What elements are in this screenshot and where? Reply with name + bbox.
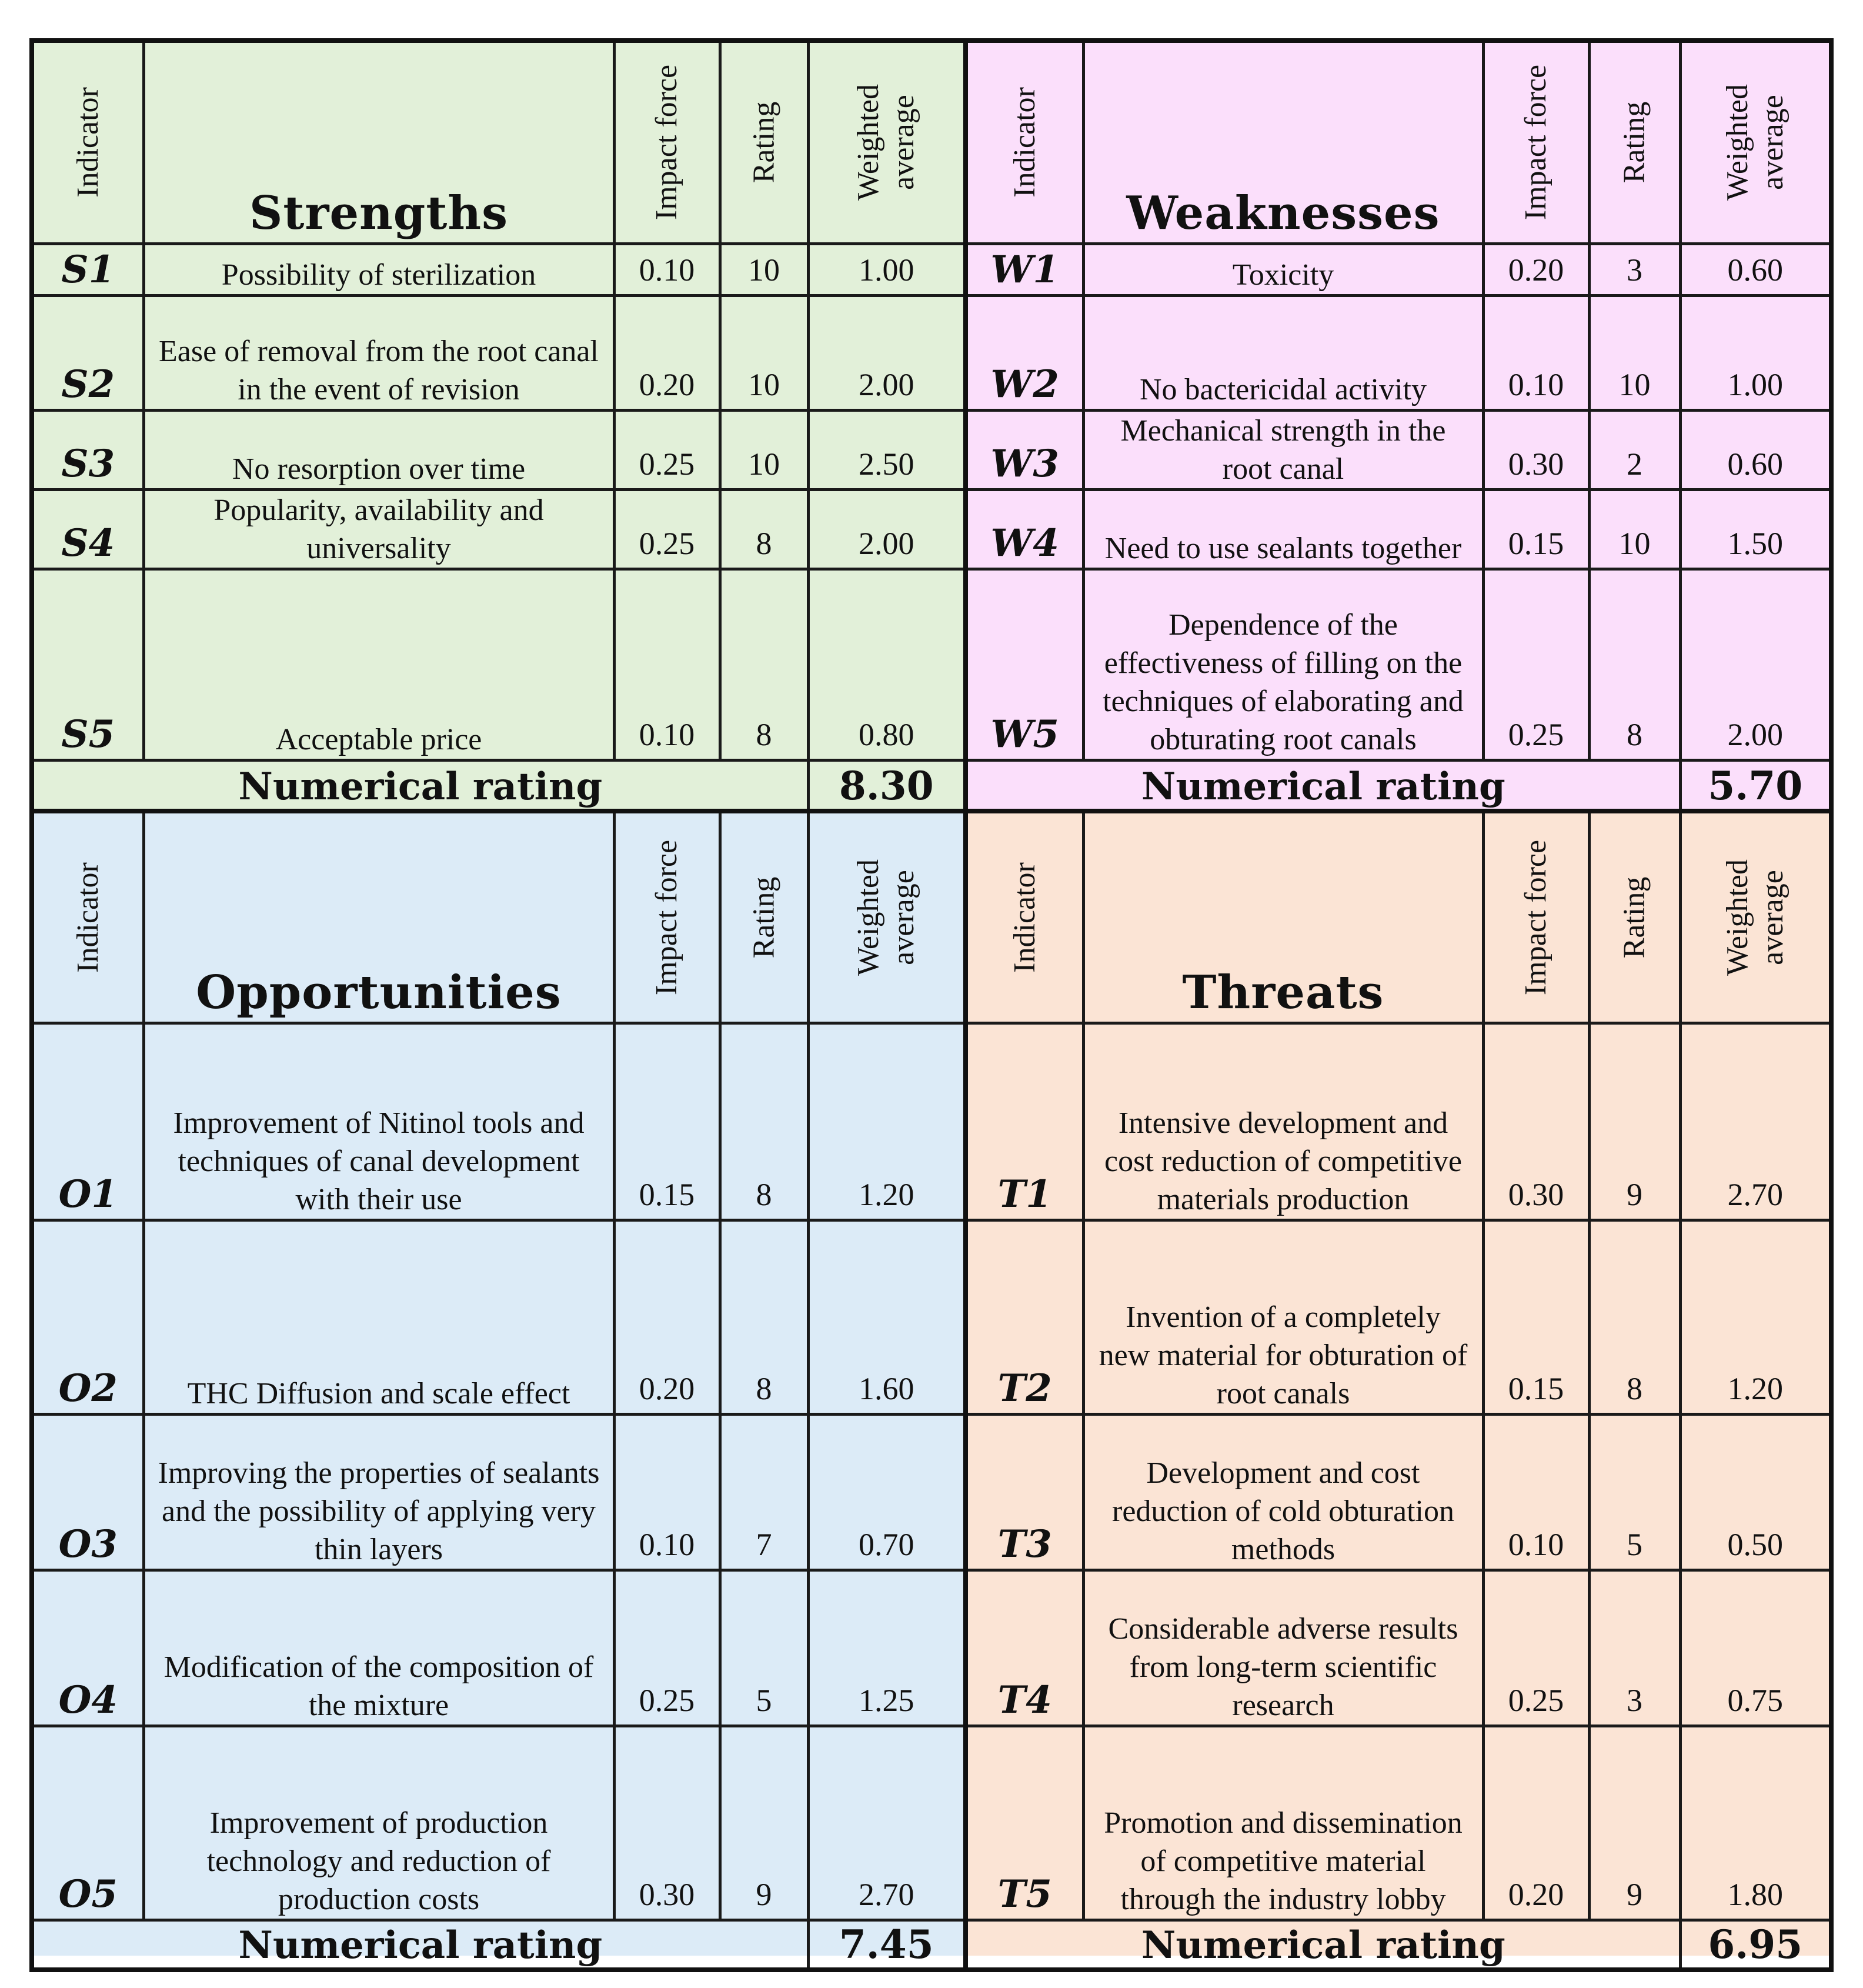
impact-force-header: Impact force (1519, 839, 1553, 995)
weighted-average-header: Weighted average (852, 859, 921, 976)
indicator-code: S2 (61, 362, 115, 406)
indicator-description: Improving the properties of sealants and the possibility of applying very thin layers (158, 1456, 600, 1566)
numerical-rating-label: Numerical rating (1141, 1923, 1505, 1967)
impact-force-value: 0.15 (639, 1176, 695, 1212)
indicator-header: Indicator (71, 87, 105, 198)
weighted-average-value: 1.60 (859, 1370, 914, 1406)
numerical-rating-label: Numerical rating (238, 1923, 603, 1967)
table-row (32, 1220, 966, 1414)
table-row (966, 1726, 1831, 1920)
table-row (966, 569, 1831, 760)
rating-value: 8 (756, 1176, 772, 1212)
rating-value: 8 (1627, 1370, 1642, 1406)
threats-total: 6.95 (1708, 1921, 1803, 1967)
opportunities-header-row (32, 811, 966, 1023)
impact-force-value: 0.30 (1508, 1176, 1564, 1212)
table-row (32, 1570, 966, 1726)
weaknesses-header-row (966, 41, 1831, 244)
table-row (966, 244, 1831, 295)
rating-value: 8 (756, 1370, 772, 1406)
indicator-code: O2 (58, 1366, 118, 1410)
indicator-code: T2 (997, 1366, 1052, 1410)
table-row (966, 489, 1831, 569)
strengths-total: 8.30 (839, 763, 934, 809)
indicator-description: Development and cost reduction of cold obturation methods (1112, 1456, 1454, 1566)
indicator-code: T4 (997, 1677, 1052, 1722)
rating-value: 10 (748, 252, 780, 288)
rating-value: 8 (756, 525, 772, 561)
threats-title: Threats (1182, 965, 1384, 1019)
rating-value: 10 (748, 366, 780, 402)
indicator-description: Possibility of sterilization (221, 258, 536, 292)
table-row (966, 295, 1831, 410)
weighted-average-value: 2.00 (859, 366, 914, 402)
rating-value: 8 (1627, 716, 1642, 752)
rating-header: Rating (746, 876, 780, 959)
rating-value: 10 (1618, 525, 1651, 561)
table-row (966, 1220, 1831, 1414)
impact-force-value: 0.10 (1508, 366, 1564, 402)
rating-value: 7 (756, 1526, 772, 1562)
indicator-description: Toxicity (1232, 258, 1334, 292)
impact-force-value: 0.10 (1508, 1526, 1564, 1562)
indicator-description: Invention of a completely new material for obturation of root canals (1099, 1300, 1468, 1410)
indicator-code: W2 (990, 362, 1059, 406)
weighted-average-value: 1.20 (1727, 1370, 1783, 1406)
indicator-code: W5 (990, 712, 1059, 756)
indicator-code: O5 (58, 1872, 118, 1916)
indicator-description: Intensive development and cost reduction of competitive materials production (1104, 1106, 1462, 1216)
rating-value: 3 (1627, 1682, 1642, 1718)
rating-header: Rating (1617, 876, 1651, 959)
indicator-header: Indicator (1007, 862, 1041, 973)
impact-force-value: 0.15 (1508, 1370, 1564, 1406)
indicator-description: Need to use sealants together (1104, 531, 1462, 565)
impact-force-value: 0.25 (639, 525, 695, 561)
weighted-average-header: Weighted average (1720, 859, 1789, 976)
table-row (32, 244, 966, 295)
indicator-code: T3 (997, 1522, 1052, 1566)
rating-value: 10 (1618, 366, 1651, 402)
impact-force-value: 0.20 (639, 366, 695, 402)
indicator-description: No resorption over time (232, 452, 526, 486)
table-row (32, 295, 966, 410)
weighted-average-value: 0.70 (859, 1526, 914, 1562)
strengths-table (29, 38, 968, 813)
table-row (32, 1414, 966, 1570)
weighted-average-value: 0.60 (1727, 252, 1783, 288)
indicator-description: No bactericidal activity (1139, 372, 1427, 406)
indicator-code: S5 (61, 712, 115, 756)
indicator-header: Indicator (1007, 87, 1041, 198)
indicator-code: S1 (61, 247, 115, 292)
weighted-average-value: 2.70 (859, 1876, 914, 1912)
threats-table (963, 809, 1834, 1972)
indicator-code: S3 (61, 441, 115, 486)
rating-value: 9 (756, 1876, 772, 1912)
indicator-code: W4 (990, 521, 1059, 565)
weighted-average-value: 0.75 (1727, 1682, 1783, 1718)
rating-value: 10 (748, 446, 780, 482)
impact-force-value: 0.25 (1508, 716, 1564, 752)
indicator-code: O3 (58, 1522, 118, 1566)
indicator-description: Promotion and dissemination of competitive material through the industry lobby (1104, 1806, 1463, 1916)
indicator-description: Considerable adverse results from long-term scientific research (1108, 1612, 1458, 1722)
indicator-code: T5 (997, 1872, 1052, 1916)
swot-matrix (29, 38, 1829, 1967)
rating-value: 9 (1627, 1876, 1642, 1912)
weaknesses-quadrant (963, 38, 1829, 809)
rating-value: 8 (756, 716, 772, 752)
strengths-quadrant (29, 38, 963, 809)
impact-force-header: Impact force (650, 65, 684, 221)
indicator-header: Indicator (71, 862, 105, 973)
indicator-description: Ease of removal from the root canal in the event of revision (159, 334, 599, 406)
indicator-description: Modification of the composition of the mixture (163, 1650, 594, 1722)
indicator-description: Improvement of production technology and reduction of production costs (206, 1806, 551, 1916)
strengths-title: Strengths (249, 186, 508, 240)
weaknesses-title: Weaknesses (1126, 186, 1440, 240)
indicator-code: O4 (58, 1677, 118, 1722)
impact-force-value: 0.20 (1508, 1876, 1564, 1912)
table-row (32, 489, 966, 569)
table-row (32, 410, 966, 489)
indicator-description: Acceptable price (275, 722, 482, 756)
weighted-average-value: 1.80 (1727, 1876, 1783, 1912)
weighted-average-value: 1.00 (859, 252, 914, 288)
table-row (966, 410, 1831, 489)
opportunities-total: 7.45 (839, 1921, 934, 1967)
indicator-code: T1 (997, 1172, 1052, 1216)
impact-force-value: 0.30 (1508, 446, 1564, 482)
rating-value: 3 (1627, 252, 1642, 288)
impact-force-value: 0.25 (639, 1682, 695, 1718)
weighted-average-value: 1.25 (859, 1682, 914, 1718)
table-row (32, 1023, 966, 1220)
weaknesses-total: 5.70 (1708, 763, 1803, 809)
indicator-code: S4 (61, 521, 115, 565)
table-row (966, 1570, 1831, 1726)
numerical-rating-row (32, 760, 966, 811)
table-row (966, 1023, 1831, 1220)
indicator-code: W3 (990, 441, 1059, 486)
impact-force-value: 0.15 (1508, 525, 1564, 561)
indicator-description: Dependence of the effectiveness of filling on the techniques of elaborating and obturating root canals (1103, 608, 1464, 756)
rating-value: 5 (1627, 1526, 1642, 1562)
indicator-code: O1 (58, 1172, 118, 1216)
impact-force-header: Impact force (1519, 65, 1553, 221)
impact-force-value: 0.25 (1508, 1682, 1564, 1718)
impact-force-value: 0.20 (639, 1370, 695, 1406)
rating-value: 5 (756, 1682, 772, 1718)
impact-force-value: 0.25 (639, 446, 695, 482)
impact-force-header: Impact force (650, 839, 684, 995)
weighted-average-header: Weighted average (1720, 84, 1789, 201)
indicator-code: W1 (990, 247, 1059, 292)
rating-value: 9 (1627, 1176, 1642, 1212)
impact-force-value: 0.10 (639, 252, 695, 288)
weighted-average-value: 1.20 (859, 1176, 914, 1212)
weighted-average-value: 2.00 (859, 525, 914, 561)
rating-value: 2 (1627, 446, 1642, 482)
threats-quadrant (963, 809, 1829, 1967)
numerical-rating-row (32, 1920, 966, 1970)
numerical-rating-row (966, 1920, 1831, 1970)
rating-header: Rating (1617, 101, 1651, 184)
threats-header-row (966, 811, 1831, 1023)
weighted-average-value: 2.00 (1727, 716, 1783, 752)
weighted-average-value: 2.70 (1727, 1176, 1783, 1212)
impact-force-value: 0.10 (639, 716, 695, 752)
indicator-description: Mechanical strength in the root canal (1120, 413, 1446, 486)
weighted-average-value: 0.50 (1727, 1526, 1783, 1562)
table-row (32, 569, 966, 760)
opportunities-title: Opportunities (196, 965, 562, 1019)
numerical-rating-row (966, 760, 1831, 811)
indicator-description: Popularity, availability and universality (213, 493, 544, 565)
weighted-average-value: 2.50 (859, 446, 914, 482)
impact-force-value: 0.10 (639, 1526, 695, 1562)
table-row (32, 1726, 966, 1920)
weighted-average-value: 1.00 (1727, 366, 1783, 402)
impact-force-value: 0.20 (1508, 252, 1564, 288)
weighted-average-value: 0.80 (859, 716, 914, 752)
numerical-rating-label: Numerical rating (1141, 765, 1505, 809)
indicator-description: Improvement of Nitinol tools and techniques of canal development with their use (173, 1106, 585, 1216)
weaknesses-table (963, 38, 1834, 813)
indicator-description: THC Diffusion and scale effect (187, 1376, 570, 1410)
rating-header: Rating (746, 101, 780, 184)
table-row (966, 1414, 1831, 1570)
numerical-rating-label: Numerical rating (238, 765, 603, 809)
opportunities-table (29, 809, 968, 1972)
opportunities-quadrant (29, 809, 963, 1967)
strengths-header-row (32, 41, 966, 244)
weighted-average-value: 1.50 (1727, 525, 1783, 561)
weighted-average-header: Weighted average (852, 84, 921, 201)
impact-force-value: 0.30 (639, 1876, 695, 1912)
weighted-average-value: 0.60 (1727, 446, 1783, 482)
